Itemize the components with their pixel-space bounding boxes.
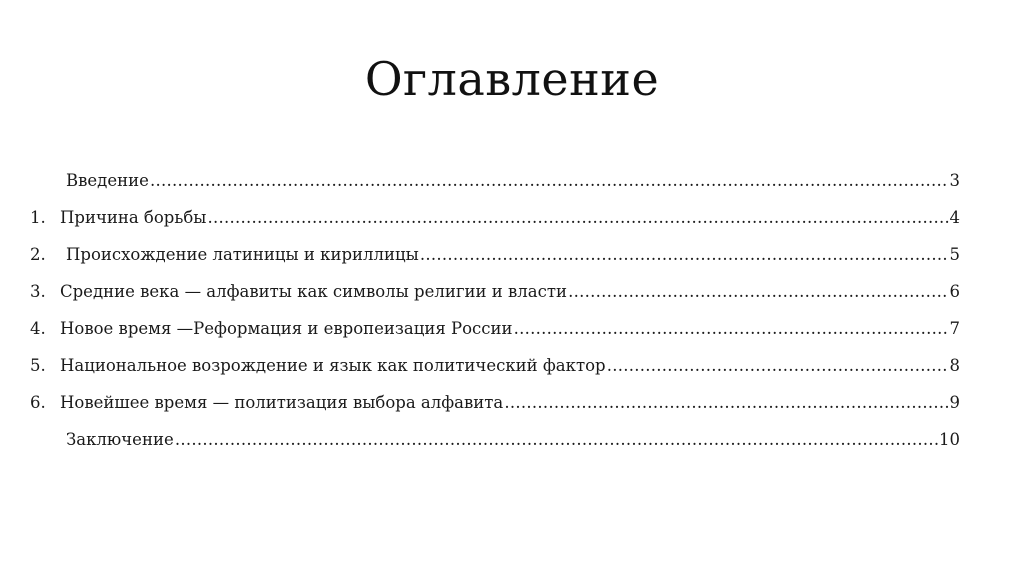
toc-item-number: 3. (30, 282, 46, 301)
toc-item-label: Национальное возрождение и язык как политический фактор (60, 356, 606, 375)
toc-item-number: 5. (30, 356, 46, 375)
toc-item-page: 3 (949, 171, 960, 190)
toc-item-conclusion (30, 427, 970, 464)
toc-item-4 (30, 316, 970, 353)
toc-item-body (60, 390, 960, 416)
toc-item-page: 10 (939, 430, 960, 449)
toc-item-page: 5 (949, 245, 960, 264)
toc-item-page: 4 (949, 208, 960, 227)
toc-item-body (66, 242, 960, 268)
toc-item-page: 9 (949, 393, 960, 412)
toc-item-body (66, 168, 960, 194)
toc-dot-leader (568, 279, 949, 305)
toc-item-number: 6. (30, 393, 46, 412)
toc-item-label: Новейшее время — политизация выбора алфавита (60, 393, 504, 412)
toc-dot-leader (514, 316, 949, 342)
page-title: Оглавление (364, 52, 660, 106)
toc-item-body (60, 316, 960, 342)
toc-item-body (60, 353, 960, 379)
toc-item-number: 4. (30, 319, 46, 338)
toc-dot-leader (150, 168, 949, 194)
toc-item-5 (30, 353, 970, 390)
toc-item-3 (30, 279, 970, 316)
toc-dot-leader (207, 205, 948, 231)
toc-item-introduction (30, 168, 970, 205)
toc-item-page: 7 (949, 319, 960, 338)
toc-item-page: 8 (949, 356, 960, 375)
table-of-contents (30, 168, 970, 464)
toc-item-label: Средние века — алфавиты как символы религии и власти (60, 282, 567, 301)
toc-item-label: Введение (66, 171, 149, 190)
toc-item-1 (30, 205, 970, 242)
toc-item-body (66, 427, 960, 453)
toc-item-number: 1. (30, 208, 46, 227)
toc-item-6 (30, 390, 970, 427)
toc-dot-leader (504, 390, 948, 416)
toc-item-page: 6 (949, 282, 960, 301)
toc-item-label: Причина борьбы (60, 208, 207, 227)
toc-item-label: Новое время —Реформация и европеизация России (60, 319, 513, 338)
toc-item-label: Заключение (66, 430, 174, 449)
toc-dot-leader (420, 242, 949, 268)
toc-item-body (60, 279, 960, 305)
toc-item-body (60, 205, 960, 231)
toc-item-number: 2. (30, 245, 46, 264)
toc-dot-leader (607, 353, 949, 379)
toc-dot-leader (175, 427, 938, 453)
toc-item-2 (30, 242, 970, 279)
toc-item-label: Происхождение латиницы и кириллицы (66, 245, 419, 264)
